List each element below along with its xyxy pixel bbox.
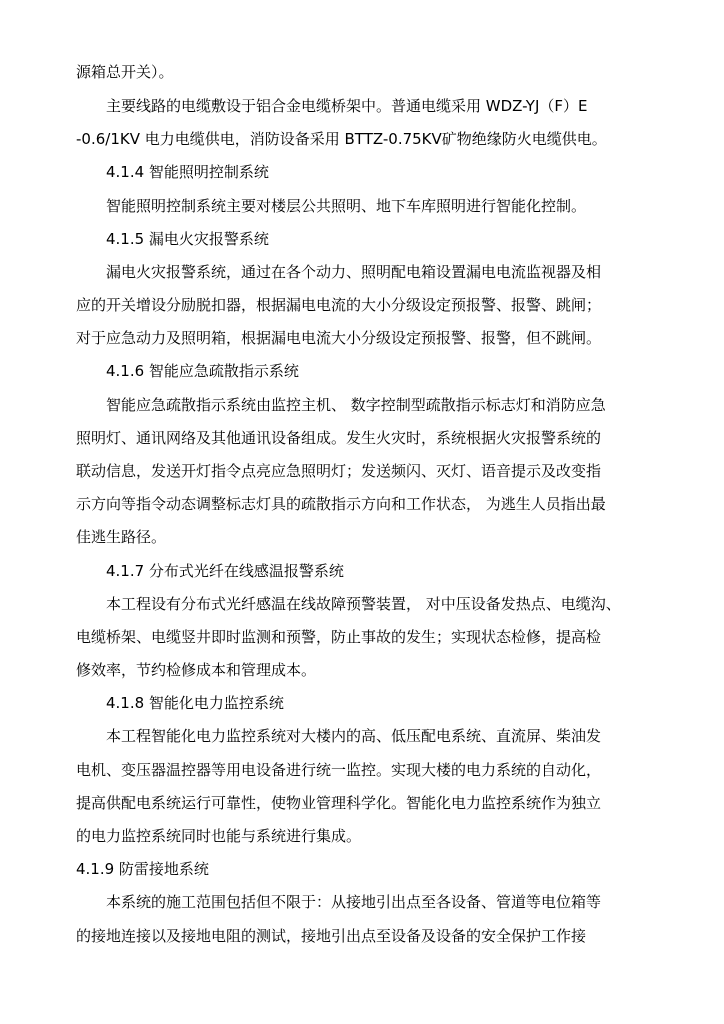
text-line: 本工程设有分布式光纤感温在线故障预警装置， 对中压设备发热点、电缆沟、: [106, 595, 621, 613]
text-line: 主要线路的电缆敷设于铝合金电缆桥架中。普通电缆采用 WDZ-YJ（F）E: [106, 97, 588, 115]
text-line: 示方向等指令动态调整标志灯具的疏散指示方向和工作状态， 为逃生人员指出最: [76, 495, 606, 513]
text-line: 提高供配电系统运行可靠性，使物业管理科学化。智能化电力监控系统作为独立: [76, 794, 602, 812]
text-line: 智能照明控制系统主要对楼层公共照明、地下车库照明进行智能化控制。: [106, 197, 587, 215]
text-line: -0.6/1KV 电力电缆供电，消防设备采用 BTTZ-0.75KV矿物绝缘防火电缆供电。: [76, 130, 607, 148]
text-line: 漏电火灾报警系统，通过在各个动力、照明配电箱设置漏电电流监视器及相: [106, 263, 602, 281]
text-line: 智能应急疏散指示系统由监控主机、 数字控制型疏散指示标志灯和消防应急: [106, 396, 606, 414]
text-line: 本工程智能化电力监控系统对大楼内的高、低压配电系统、直流屏、柴油发: [106, 727, 602, 745]
text-line: 佳逃生路径。: [76, 528, 167, 546]
section-heading: 4.1.8 智能化电力监控系统: [106, 694, 284, 712]
text-line: 修效率，节约检修成本和管理成本。: [76, 661, 317, 679]
text-line: 的电力监控系统同时也能与系统进行集成。: [76, 827, 362, 845]
section-heading: 4.1.7 分布式光纤在线感温报警系统: [106, 562, 344, 580]
section-heading: 4.1.6 智能应急疏散指示系统: [106, 362, 299, 380]
text-line: 本系统的施工范围包括但不限于：从接地引出点至各设备、管道等电位箱等: [106, 893, 602, 911]
text-line: 源箱总开关）。: [76, 63, 174, 81]
section-heading: 4.1.5 漏电火灾报警系统: [106, 230, 269, 248]
text-line: 电机、变压器温控器等用电设备进行统一监控。实现大楼的电力系统的自动化，: [76, 761, 602, 779]
section-heading: 4.1.4 智能照明控制系统: [106, 163, 269, 181]
text-line: 的接地连接以及接地电阻的测试，接地引出点至设备及设备的安全保护工作接: [76, 927, 587, 945]
text-line: 联动信息，发送开灯指令点亮应急照明灯；发送频闪、灭灯、语音提示及改变指: [76, 462, 602, 480]
section-heading: 4.1.9 防雷接地系统: [76, 860, 209, 878]
text-line: 对于应急动力及照明箱，根据漏电电流大小分级设定预报警、报警，但不跳闸。: [76, 329, 602, 347]
text-line: 照明灯、通讯网络及其他通讯设备组成。发生火灾时，系统根据火灾报警系统的: [76, 429, 602, 447]
text-line: 应的开关增设分励脱扣器，根据漏电电流的大小分级设定预报警、报警、跳闸；: [76, 296, 602, 314]
text-line: 电缆桥架、电缆竖井即时监测和预警，防止事故的发生；实现状态检修，提高检: [76, 628, 602, 646]
